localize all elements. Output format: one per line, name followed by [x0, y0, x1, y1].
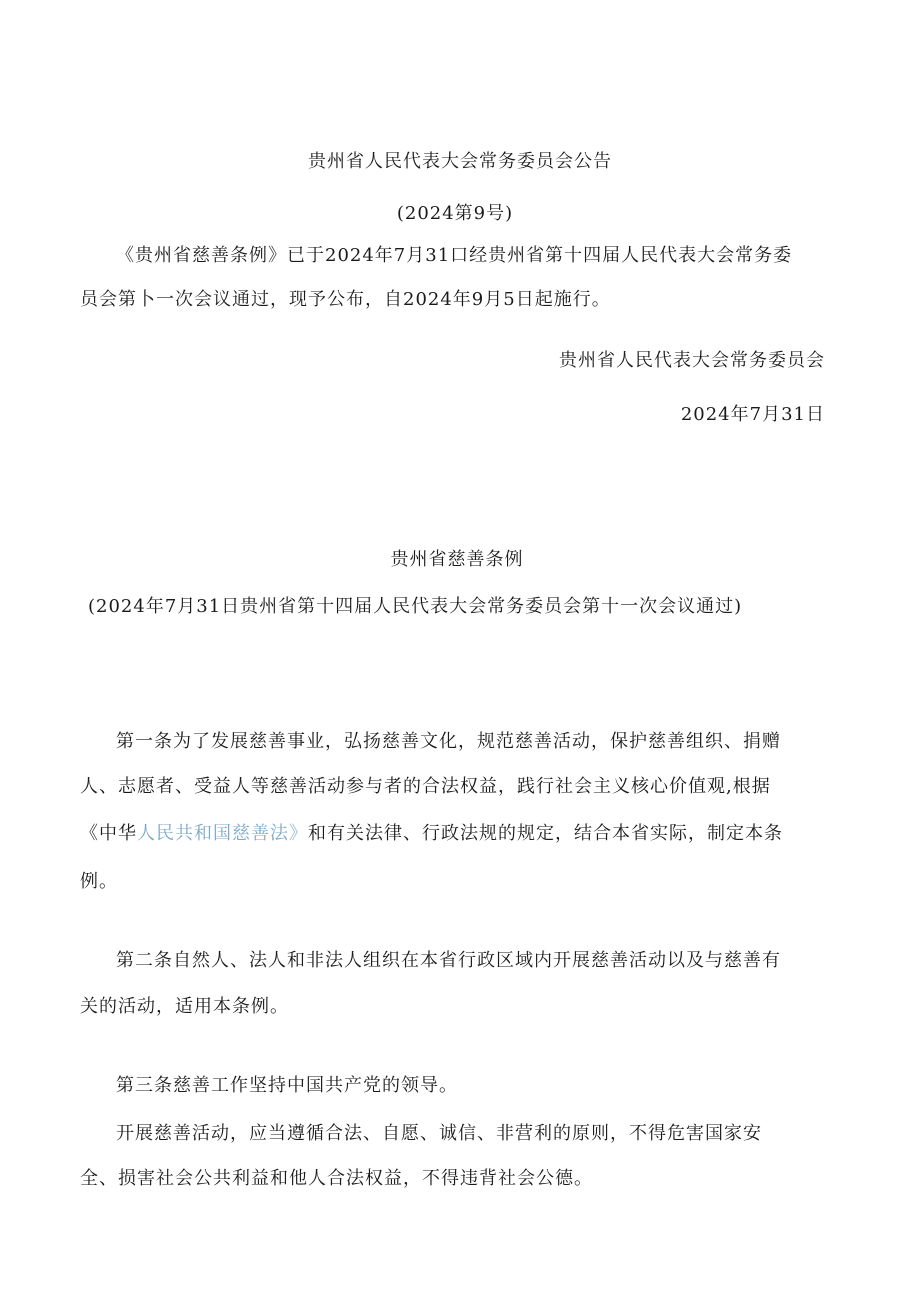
notice-issuer: 贵州省人民代表大会常务委员会: [559, 350, 825, 371]
article-1-line-4: 例。: [80, 871, 118, 892]
regulation-adoption-note: (2024年7月31日贵州省第十四届人民代表大会常务委员会第十一次会议通过): [88, 596, 743, 617]
article-1-line-2: 人、志愿者、受益人等慈善活动参与者的合法权益，践行社会主义核心价值观,根据: [80, 776, 771, 797]
article-2-line-2: 关的活动，适用本条例。: [80, 996, 289, 1017]
article-3-paragraph-2-line-2: 全、损害社会公共利益和他人合法权益，不得违背社会公德。: [80, 1168, 593, 1189]
article-1-line-3-suffix: 和有关法律、行政法规的规定，结合本省实际，制定本条: [308, 823, 783, 844]
regulation-title: 贵州省慈善条例: [390, 549, 524, 570]
article-3-paragraph-2-line-1: 开展慈善活动，应当遵循合法、自愿、诚信、非营利的原则，不得危害国家安: [116, 1123, 762, 1144]
article-1-line-3: [80, 822, 783, 846]
article-1-line-1: 第一条为了发展慈善事业，弘扬慈善文化，规范慈善活动，保护慈善组织、捐赠: [116, 731, 781, 752]
article-1-line-3-prefix: 《中华: [80, 823, 137, 844]
article-3-line-1: 第三条慈善工作坚持中国共产党的领导。: [116, 1075, 458, 1096]
charity-law-link[interactable]: 人民共和国慈善法》: [137, 823, 308, 844]
notice-body-line-2: 员会第卜一次会议通过，现予公布，自2024年9月5日起施行。: [80, 289, 611, 310]
notice-title: 贵州省人民代表大会常务委员会公告: [308, 151, 612, 172]
notice-body-line-1: 《贵州省慈善条例》已于2024年7月31口经贵州省第十四届人民代表大会常务委: [116, 245, 793, 266]
article-2-line-1: 第二条自然人、法人和非法人组织在本省行政区域内开展慈善活动以及与慈善有: [116, 950, 781, 971]
notice-date: 2024年7月31日: [680, 404, 825, 425]
notice-number: (2024第9号): [396, 203, 514, 224]
